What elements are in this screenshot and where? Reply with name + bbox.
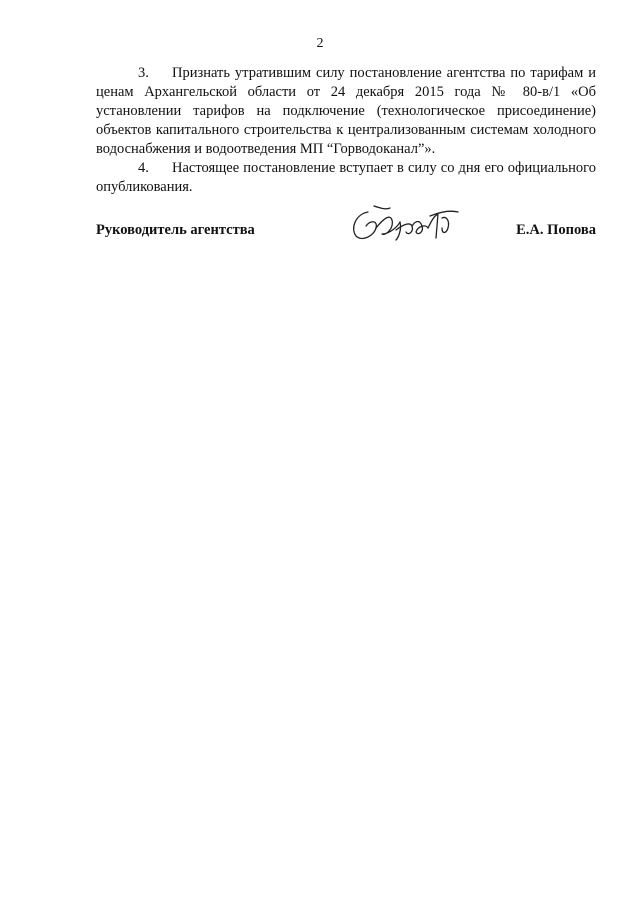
signature-block — [96, 216, 596, 240]
paragraph-4 — [96, 159, 596, 197]
paragraph-number: 3. — [138, 65, 149, 81]
document-body — [96, 64, 596, 197]
page-number: 2 — [316, 36, 324, 51]
signatory-name: Е.А. Попова — [516, 222, 596, 238]
signatory-title: Руководитель агентства — [96, 222, 255, 238]
paragraph-3 — [96, 64, 596, 159]
paragraph-text: Признать утратившим силу постановление агентства по тарифам и ценам Архангельской области от 24 декабря 2015 года № 80-в/1 «Об установлении тарифов на подключение (технологическое присоединение) объектов капитального строительства к централизованным системам холодного водоснабжения и водоотведения МП “Горводоканал”». — [96, 65, 596, 157]
paragraph-number: 4. — [138, 160, 149, 176]
handwritten-signature — [346, 198, 466, 248]
paragraph-text: Настоящее постановление вступает в силу со дня его официального опубликования. — [96, 160, 596, 195]
